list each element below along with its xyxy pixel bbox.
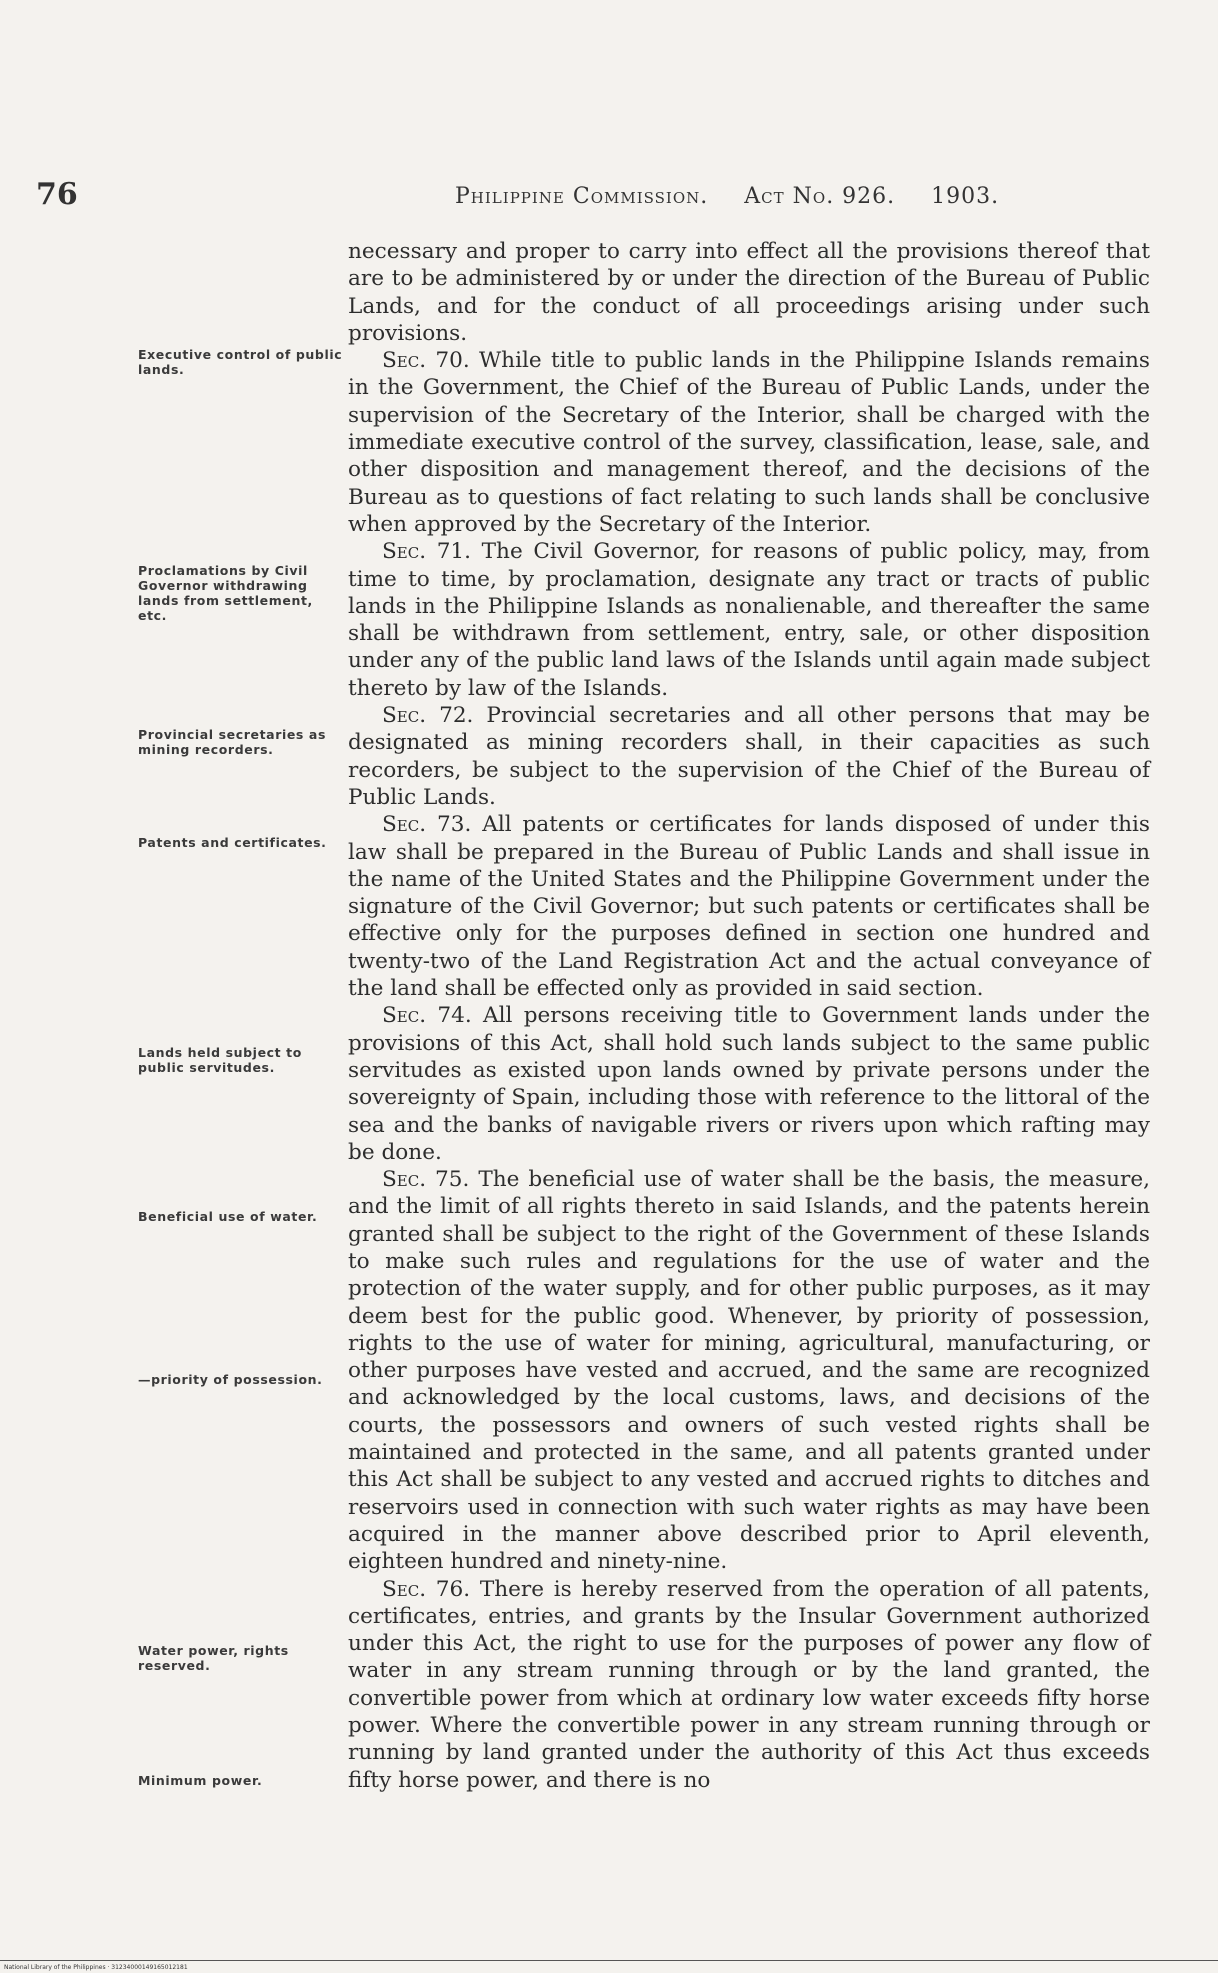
- section-text: There is hereby reserved from the operation of all patents, certificates, entries, and grants by the Insular Government authorized under this Act, the right to use for the purposes of power any flow of water in any stream running through or by the land granted, the convertible power from which at ordinary low water exceeds fifty horse power. Where the convertible power in any stream running through or running by land granted under the authority of this Act thus exceeds fifty horse power, and there is no: [348, 1576, 1150, 1793]
- section-text: The Civil Governor, for reasons of public policy, may, from time to time, by proclamation, designate any tract or tracts of public lands in the Philippine Islands as nonalienable, and thereafter the same shall be withdrawn from settlement, entry, sale, or other disposition under any of the public land laws of the Islands until again made subject thereto by law of the Islands.: [348, 539, 1150, 701]
- section-label: Sec. 75.: [382, 1167, 470, 1193]
- page-number: 76: [36, 177, 78, 212]
- margin-note-patents: Patents and certificates.: [138, 835, 327, 850]
- section-label: Sec. 74.: [382, 1003, 472, 1029]
- margin-note-proclamations: Proclamations by Civil Governor withdrawing lands from settlement, etc.: [138, 563, 313, 623]
- section-label: Sec. 72.: [382, 703, 474, 729]
- margin-note-water-power: Water power, rights reserved.: [138, 1643, 289, 1673]
- section-71: [348, 538, 1150, 702]
- paragraph-text: necessary and proper to carry into effect all the provisions thereof that are to be administered by or under the direction of the Bureau of Public Lands, and for the conduct of all proceedings arising under such provisions.: [348, 239, 1150, 346]
- section-76: [348, 1576, 1150, 1794]
- section-74: [348, 1002, 1150, 1166]
- section-text: All patents or certificates for lands disposed of under this law shall be prepared in the Bureau of Public Lands and shall issue in the name of the United States and the Philippine Government under the signature of the Civil Governor; but such patents or certificates shall be effective only for the purposes defined in section one hundred and twenty-two of the Land Registration Act and the actual conveyance of the land shall be effected only as provided in said section.: [348, 812, 1150, 1002]
- section-text: All persons receiving title to Government lands under the provisions of this Act, shall hold such lands subject to the same public servitudes as existed upon lands owned by private persons under the sovereignty of Spain, including those with reference to the littoral of the sea and the banks of navigable rivers or rivers upon which rafting may be done.: [348, 1003, 1150, 1165]
- footer-credit: National Library of the Philippines · 31234000149165012181: [4, 1964, 188, 1971]
- margin-note-provincial-secretaries: Provincial secretaries as mining recorders.: [138, 727, 326, 757]
- margin-note-minimum-power: Minimum power.: [138, 1773, 263, 1788]
- margin-note-priority: —priority of possession.: [138, 1372, 323, 1387]
- section-label: Sec. 71.: [382, 539, 472, 565]
- running-head: [455, 184, 999, 209]
- section-label: Sec. 73.: [382, 812, 472, 838]
- section-text: The beneficial use of water shall be the basis, the measure, and the limit of all rights thereto in said Islands, and the patents herein granted shall be subject to the right of the Government of these Islands to make such rules and regulations for the use of water and the protection of the water supply, and for other public purposes, as it may deem best for the public good. Whenever, by priority of possession, rights to the use of water for mining, agricultural, manufacturing, or other purposes have vested and accrued, and the same are recognized and acknowledged by the local customs, laws, and decisions of the courts, the possessors and owners of such vested rights shall be maintained and protected in the same, and all patents granted under this Act shall be subject to any vested and accrued rights to ditches and reservoirs used in connection with such water rights as may have been acquired in the manner above described prior to April eleventh, eighteen hundred and ninety-nine.: [348, 1167, 1150, 1575]
- footer-rule: [0, 1960, 1218, 1961]
- paragraph-continuation: [348, 238, 1150, 347]
- body-text: [348, 238, 1150, 1794]
- act-number: Act No. 926.: [744, 184, 896, 209]
- section-72: [348, 702, 1150, 811]
- act-year: 1903.: [931, 184, 1000, 209]
- section-text: Provincial secretaries and all other persons that may be designated as mining recorders shall, in their capacities as such recorders, be subject to the supervision of the Chief of the Bureau of Public Lands.: [348, 703, 1150, 810]
- section-73: [348, 811, 1150, 1002]
- running-title: Philippine Commission.: [455, 184, 709, 209]
- margin-note-public-servitudes: Lands held subject to public servitudes.: [138, 1045, 302, 1075]
- section-label: Sec. 70.: [382, 348, 470, 374]
- margin-note-executive-control: Executive control of public lands.: [138, 347, 343, 377]
- section-label: Sec. 76.: [382, 1576, 471, 1602]
- margin-note-beneficial-use: Beneficial use of water.: [138, 1209, 318, 1224]
- section-text: While title to public lands in the Philippine Islands remains in the Government, the Chief of the Bureau of Public Lands, under the supervision of the Secretary of the Interior, shall be charged with the immediate executive control of the survey, classification, lease, sale, and other disposition and management thereof, and the decisions of the Bureau as to questions of fact relating to such lands shall be conclusive when approved by the Secretary of the Interior.: [348, 348, 1150, 537]
- section-75: [348, 1166, 1150, 1575]
- section-70: [348, 347, 1150, 538]
